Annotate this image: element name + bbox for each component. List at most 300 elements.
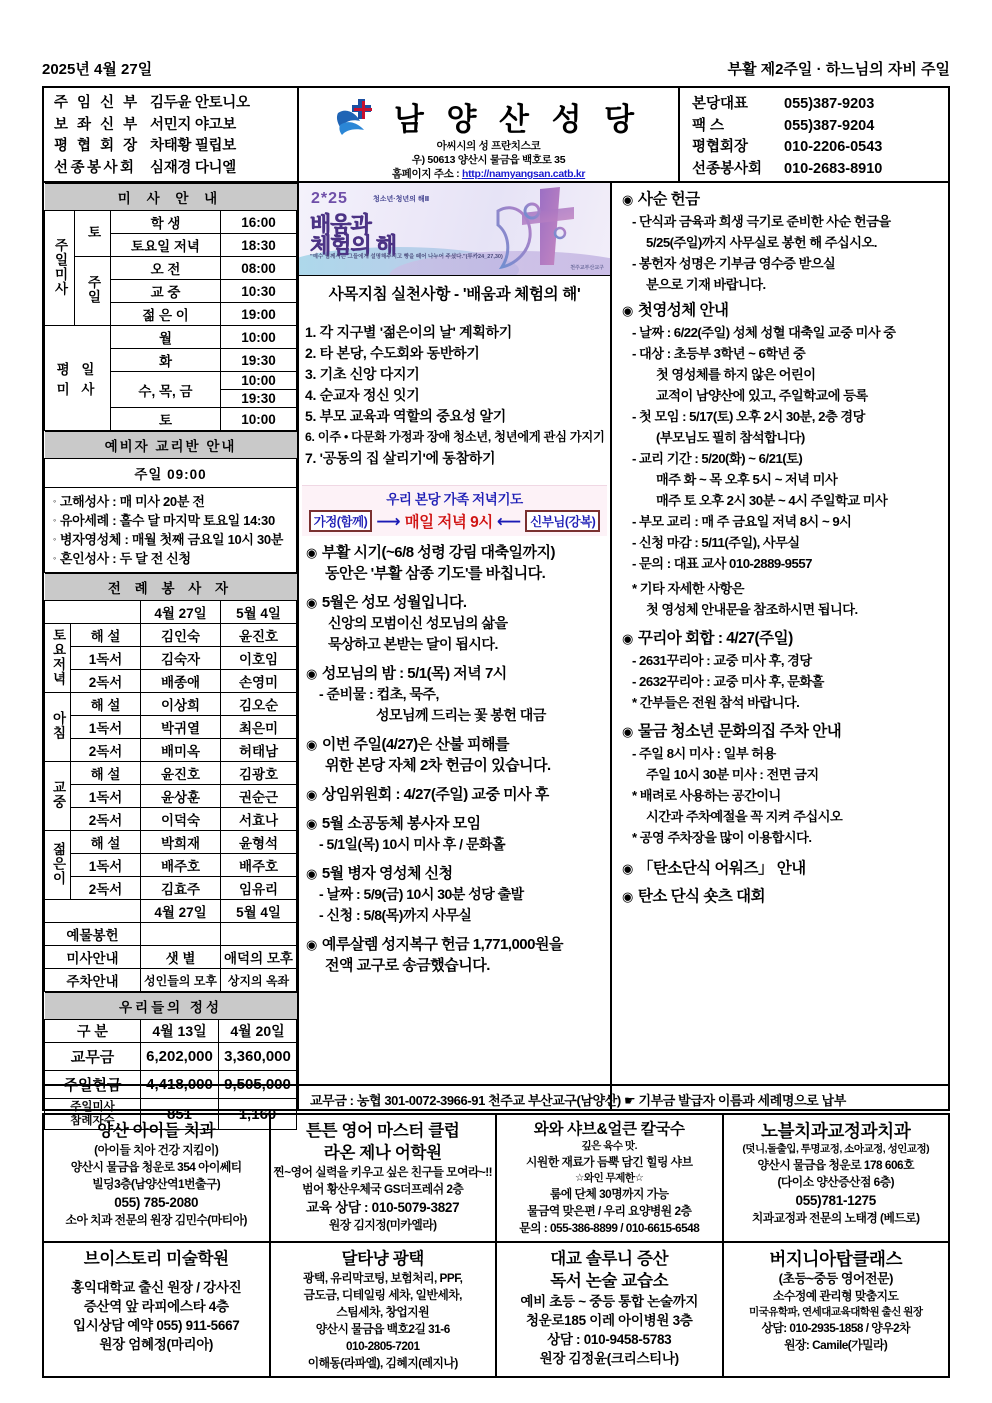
offering-label: 교무금 (45, 1043, 141, 1071)
volunteer-name: 허태남 (221, 739, 297, 762)
ad-line: 스팀세차, 창업지원 (336, 1305, 430, 1319)
ad-line: 청운로185 이레 아이병원 3층 (525, 1313, 693, 1328)
notice-line: - 단식과 금육과 희생 극기로 준비한 사순 헌금을 (632, 214, 891, 229)
arrow-right-icon: ⟶ (376, 511, 401, 531)
contact-label: 본당대표 (692, 96, 749, 112)
volunteer-name: 배미옥 (141, 739, 221, 762)
ad-title: 양산 아이들 치과 (97, 1122, 216, 1140)
volunteers-table (44, 573, 297, 992)
offering-value: 4,418,000 (141, 1071, 219, 1099)
ad-subtitle: (덧니,돌출입, 투명교정, 소아교정, 성인교정) (742, 1143, 930, 1155)
pastoral-item: 5. 부모 교육과 역할의 중요성 알기 (305, 408, 506, 424)
announcement-cont: 전액 교구로 송금했습니다. (325, 957, 490, 974)
announcement-head: 예루살렘 성지복구 헌금 1,771,000원을 (321, 936, 563, 953)
catechumen-table (44, 431, 297, 573)
announcement-sub: - 준비물 : 컵초, 묵주, (319, 686, 439, 702)
left-column (44, 183, 299, 1127)
notice-item (622, 858, 940, 880)
ad-line: 광택, 유리막코팅, 보험처리, PPF, (303, 1271, 463, 1285)
ad-card[interactable] (42, 1243, 271, 1378)
role-label: 1독서 (71, 854, 141, 877)
ad-row (42, 1113, 950, 1243)
bullet-target-icon: ◉ (306, 737, 317, 752)
arrow-left-icon: ⟵ (496, 511, 522, 531)
role-label: 해 설 (71, 831, 141, 854)
pastoral-item: 3. 기초 신앙 다지기 (305, 366, 420, 382)
bullet-circle-icon: ◦ (53, 534, 56, 544)
bullet-target-icon: ◉ (306, 545, 317, 560)
extra-role: 예물봉헌 (45, 923, 141, 946)
offering-label: 주일미사 참례자수 (45, 1099, 141, 1130)
staff-list (44, 88, 299, 181)
banner-line-2: 체험의 해 (310, 233, 397, 258)
volunteers-col2: 5월 4일 (221, 601, 297, 624)
ad-card[interactable] (271, 1113, 498, 1243)
pastoral-item: 6. 이주 • 다문화 가정과 장애 청소년, 청년에게 관심 가지기 (305, 430, 605, 444)
notice-head: 꾸리아 회합 : 4/27(주일) (637, 630, 793, 647)
staff-role: 보 좌 신 부 (54, 116, 140, 133)
announcement-head: 상임위원회 : 4/27(주일) 교중 미사 후 (321, 786, 549, 803)
bullet-circle-icon: ◦ (53, 496, 56, 506)
staff-row (54, 115, 297, 137)
staff-row (54, 93, 297, 115)
notice-item (622, 886, 940, 908)
mass-time: 10:00 (221, 326, 297, 349)
ad-line: 홍익대학교 출신 원장 / 강사진 (71, 1280, 242, 1295)
notice-line: 분으로 기재 바랍니다. (646, 277, 766, 292)
extra-value (221, 923, 297, 946)
contact-list (680, 88, 948, 181)
contact-label: 팩 스 (692, 117, 725, 134)
bullet-target-icon: ◉ (622, 861, 633, 876)
banner-verse: "예수 님께서는 그들에게 설명해주시고 빵을 떼어 나누어 주셨다."(루카24_27,30) (310, 254, 503, 260)
ad-row (42, 1243, 950, 1378)
volunteer-name: 윤진호 (141, 762, 221, 785)
staff-role: 주 임 신 부 (54, 95, 140, 111)
ad-phone: 055)781-1275 (795, 1193, 876, 1208)
extra-col2: 5월 4일 (221, 900, 297, 923)
offering-value: 9,505,000 (219, 1071, 297, 1099)
liturgical-day: 부활 제2주일 · 하느님의 자비 주일 (727, 61, 950, 78)
extra-role: 미사안내 (45, 946, 141, 969)
sacrament-note-text: 병자영성체 : 매월 첫째 금요일 10시 30분 (59, 532, 284, 547)
prayer-left-tag: 가정(함께) (309, 510, 373, 532)
volunteers-col1: 4월 27일 (141, 601, 221, 624)
ad-footer: 문의 : 055-386-8899 / 010-6615-6548 (519, 1221, 700, 1235)
notice-line: 첫 영성체 안내문을 참조하시면 됩니다. (646, 602, 858, 617)
bullet-target-icon: ◉ (306, 595, 317, 610)
notice-line: 주일 10시 30분 미사 : 전면 금지 (646, 767, 819, 782)
volunteer-name: 최은미 (221, 716, 297, 739)
announcement-item (306, 934, 606, 976)
ad-title: 노블치과교정과치과 (761, 1121, 911, 1141)
ad-line: 양산시 물금읍 청운로 354 아이쎄티 (70, 1160, 242, 1174)
notice-item (622, 300, 940, 620)
ad-title: 달타냥 광택 (341, 1250, 424, 1268)
mass-name: 토 (111, 408, 221, 431)
notice-head: 「탄소단식 어워즈」 안내 (637, 860, 806, 877)
volunteer-name: 서효나 (221, 808, 297, 831)
ad-line: 양산시 물금읍 청운로 178 606호 (757, 1158, 914, 1172)
announcement-head: 이번 주일(4/27)은 산불 피해를 (321, 736, 509, 753)
mass-name: 월 (111, 326, 221, 349)
main-frame (42, 86, 950, 1127)
ad-phone: 010-2805-7201 (345, 1339, 420, 1353)
sacrament-notes (45, 488, 296, 572)
ad-title: 대교 솔루니 증산 (550, 1250, 669, 1268)
mass-schedule-table (44, 183, 297, 431)
sunday-mass-label: 주일미사 (52, 237, 68, 296)
pastoral-item: 7. '공동의 집 살리기'에 동참하기 (305, 450, 496, 466)
notice-head: 물금 청소년 문화의집 주차 안내 (637, 723, 842, 740)
announcement-sub: 성모님께 드리는 꽃 봉헌 대금 (376, 707, 546, 723)
mass-name: 수, 목, 금 (111, 372, 221, 408)
notice-item (622, 189, 940, 295)
ad-card[interactable] (724, 1243, 951, 1378)
offering-value: 3,360,000 (219, 1043, 297, 1071)
offering-header: 구 분 (45, 1020, 141, 1043)
contact-value: 010-2683-8910 (784, 160, 883, 177)
volunteer-name: 김광호 (221, 762, 297, 785)
notice-line: * 간부들은 전원 참석 바랍니다. (632, 695, 800, 710)
sacrament-note-text: 고해성사 : 매 미사 20분 전 (59, 494, 205, 509)
mass-name: 토요일 저녁 (111, 234, 221, 257)
sunday-label: 주일 (85, 275, 101, 304)
bullet-target-icon: ◉ (306, 787, 317, 802)
offering-label: 주일헌금 (45, 1071, 141, 1099)
notice-item (622, 628, 940, 713)
notice-line: * 배려로 사용하는 공간이니 (632, 788, 781, 803)
ad-title: 버지니아탑클래스 (769, 1249, 903, 1269)
extra-col1: 4월 27일 (141, 900, 221, 923)
volunteer-name: 윤진호 (221, 624, 297, 647)
catechumen-title: 예비자 교리반 안내 (45, 432, 297, 459)
extra-value (141, 923, 221, 946)
bullet-target-icon: ◉ (622, 889, 633, 904)
banner-line-1: 배움과 (310, 212, 371, 237)
extra-value: 상지의 옥좌 (221, 969, 297, 992)
contact-row (692, 116, 948, 138)
volunteer-name: 윤상훈 (141, 785, 221, 808)
ad-footer: 소아 치과 전문의 원장 김민수(마티아) (65, 1213, 247, 1227)
ad-footer: 이해동(라파엘), 김혜지(레지나) (307, 1356, 458, 1370)
announcement-head: 5월은 성모 성월입니다. (321, 594, 467, 611)
ad-line: 범어 황산우체국 GS더프레쉬 2층 (302, 1182, 464, 1196)
volunteer-name: 김숙자 (141, 647, 221, 670)
church-name: 남 양 산 성 당 (393, 102, 642, 137)
role-label: 해 설 (71, 762, 141, 785)
announcement-head: 부활 시기(~6/8 성령 강림 대축일까지) (321, 544, 555, 561)
volunteer-name: 이호임 (221, 647, 297, 670)
offering-value: 1,160 (219, 1099, 297, 1130)
role-label: 1독서 (71, 785, 141, 808)
bullet-target-icon: ◉ (306, 937, 317, 952)
notice-line: - 교리 기간 : 5/20(화) ~ 6/21(토) (632, 451, 803, 466)
family-prayer-box (302, 485, 607, 536)
notice-line: * 공영 주차장을 많이 이용합시다. (632, 830, 812, 845)
bank-account-line (42, 1084, 950, 1112)
date-bar (42, 58, 950, 79)
bank-account-text: 교무금 : 농협 301-0072-3966-91 천주교 부산교구(남양산) ☛ 기부금 발급자 이름과 세례명으로 납부 (310, 1092, 846, 1108)
notice-line: - 날짜 : 6/22(주일) 성체 성혈 대축일 교중 미사 중 (632, 325, 896, 340)
volunteer-name: 임유리 (221, 877, 297, 900)
offering-header: 4월 13일 (141, 1020, 219, 1043)
announcement-sub: 신앙의 모범이신 성모님의 삶을 (328, 615, 508, 631)
ad-phone: 상담 : 010-9458-5783 (547, 1332, 672, 1347)
announcement-item (306, 734, 606, 776)
ad-title-2: 라온 제나 어학원 (323, 1144, 442, 1162)
role-label: 2독서 (71, 670, 141, 693)
announcement-item (306, 813, 606, 855)
contact-row (692, 94, 948, 116)
header-band (44, 88, 948, 183)
group-label: 아침 (50, 711, 66, 740)
prayer-time: 매일 저녁 9시 (404, 514, 493, 531)
notice-line: - 주일 8시 미사 : 일부 허용 (632, 746, 776, 761)
notice-line: - 봉헌자 성명은 기부금 영수증 받으실 (632, 256, 836, 271)
notice-line: - 신청 마감 : 5/11(주일), 사무실 (632, 535, 800, 550)
ad-title-2: 독서 논술 교습소 (550, 1272, 669, 1290)
group-label: 교중 (50, 780, 66, 809)
mass-schedule-title: 미 사 안 내 (45, 184, 297, 211)
mass-time: 19:30 (221, 390, 297, 408)
mass-name: 학 생 (111, 211, 221, 234)
volunteer-name: 배종애 (141, 670, 221, 693)
contact-row (692, 137, 948, 159)
contact-label: 선종봉사회 (692, 160, 763, 177)
ad-phone: 상담: 010-2935-1858 / 양우2차 (761, 1321, 911, 1335)
notice-head: 사순 헌금 (637, 191, 700, 208)
offering-value: 6,202,000 (141, 1043, 219, 1071)
announcement-sub: 묵상하고 본받는 달이 됩시다. (328, 636, 498, 652)
ad-line: 깊은 육수 맛. (581, 1140, 637, 1152)
ad-card[interactable] (497, 1113, 724, 1243)
volunteer-name: 박귀열 (141, 716, 221, 739)
ad-line: 예비 초등 ~ 중등 통합 논술까지 (520, 1294, 699, 1309)
role-label: 2독서 (71, 877, 141, 900)
notice-line: - 2631꾸리아 : 교중 미사 후, 경당 (632, 653, 812, 668)
prayer-box-title: 우리 본당 가족 저녁기도 (386, 492, 523, 507)
weekday-mass-label: 평 일 미 사 (45, 326, 111, 431)
advertisements (42, 1113, 950, 1378)
ad-card[interactable] (271, 1243, 498, 1378)
extra-role: 주차안내 (45, 969, 141, 992)
notice-line: * 기타 자세한 사항은 (632, 581, 745, 596)
volunteer-name: 이상희 (141, 693, 221, 716)
homepage-label: 홈페이지 주소 : (391, 168, 462, 180)
notice-line: 5/25(주일)까지 사무실로 봉헌 해 주십시오. (646, 235, 877, 250)
ad-line: ☆와인 무제한☆ (575, 1172, 644, 1184)
ad-line: 물금역 맞은편 / 우리 요양병원 2층 (527, 1204, 692, 1218)
sacrament-note (53, 511, 292, 530)
volunteer-name: 김오순 (221, 693, 297, 716)
staff-name: 김두윤 안토니오 (150, 95, 250, 111)
staff-row (54, 158, 297, 180)
volunteer-name: 박희재 (141, 831, 221, 854)
ad-line: 찐~영어 실력을 키우고 싶은 친구들 모여라~!! (273, 1165, 493, 1179)
staff-name: 심재경 다니엘 (150, 159, 236, 176)
ad-line: 입시상담 예약 055) 911-5667 (72, 1318, 240, 1333)
notice-line: (부모님도 필히 참석합니다) (656, 430, 805, 445)
ad-line: (다이소 양산증산점 6층) (777, 1175, 895, 1189)
ad-line: 빌딩3층(남양산역1번출구) (92, 1177, 221, 1191)
announcement-head: 5월 소공동체 봉사자 모임 (321, 815, 481, 832)
extra-value: 성인들의 모후 (141, 969, 221, 992)
bullet-circle-icon: ◦ (53, 515, 56, 525)
group-label: 젊은이 (50, 841, 66, 886)
ad-phone: 055) 785-2080 (114, 1195, 199, 1210)
church-logo-icon (336, 97, 384, 137)
pastoral-item: 4. 순교자 정신 잇기 (305, 387, 420, 403)
bullet-target-icon: ◉ (306, 866, 317, 881)
ad-line: 금도금, 디테일링 세차, 일반세차, (303, 1288, 462, 1302)
volunteer-name: 배주호 (221, 854, 297, 877)
announcement-sub: - 5/1일(목) 10시 미사 후 / 문화홀 (319, 836, 505, 852)
volunteer-name: 김효주 (141, 877, 221, 900)
announcement-item (306, 663, 606, 726)
mass-time: 10:30 (221, 280, 297, 303)
contact-value: 055)387-9204 (784, 117, 875, 134)
ad-title: 와와 샤브&얼큰 칼국수 (533, 1121, 685, 1138)
announcement-head: 성모님의 밤 : 5/1(목) 저녁 7시 (321, 665, 507, 682)
volunteer-name: 배주호 (141, 854, 221, 877)
ad-line: 소수정예 관리형 맞춤지도 (773, 1289, 899, 1303)
notice-line: - 부모 교리 : 매 주 금요일 저녁 8시 ~ 9시 (632, 514, 852, 529)
sacrament-note-text: 혼인성사 : 두 달 전 신청 (59, 551, 191, 566)
mass-time: 08:00 (221, 257, 297, 280)
mass-name: 교 중 (111, 280, 221, 303)
pastoral-list (299, 322, 610, 469)
pastoral-title: 사목지침 실천사항 - '배움과 체험의 해' (328, 286, 581, 303)
extra-value: 샛 별 (141, 946, 221, 969)
volunteers-title: 전 례 봉 사 자 (45, 574, 297, 601)
saturday-label: 토 (85, 224, 101, 240)
prayer-right-tag: 신부님(강복) (525, 510, 600, 532)
ad-footer: 원장 엄혜정(마리아) (99, 1337, 214, 1352)
staff-row (54, 136, 297, 158)
bullet-circle-icon: ◦ (53, 553, 56, 563)
ad-line: 증산역 앞 라피에스타 4층 (83, 1299, 229, 1314)
announcement-head: 5월 병자 영성체 신청 (321, 865, 453, 882)
notice-line: - 대상 : 초등부 3학년 ~ 6학년 중 (632, 346, 806, 361)
ad-footer: 원장 김지정(미카엘라) (328, 1218, 437, 1232)
volunteer-name: 손영미 (221, 670, 297, 693)
group-label: 토요저녁 (50, 627, 66, 686)
staff-role: 평 협 회 장 (54, 138, 140, 154)
ad-footer: 원장 김정윤(크리스티나) (539, 1351, 679, 1366)
contact-value: 010-2206-0543 (784, 139, 883, 155)
ad-card[interactable] (42, 1113, 271, 1243)
announcement-item (306, 542, 606, 584)
bullet-target-icon: ◉ (306, 816, 317, 831)
notice-line: 교적이 남양산에 있고, 주일학교에 등록 (656, 388, 868, 403)
notice-line: - 문의 : 대표 교사 010-2889-9557 (632, 556, 812, 571)
announcement-sub: - 신청 : 5/8(목)까지 사무실 (319, 907, 472, 923)
staff-name: 차태황 필립보 (150, 138, 236, 154)
volunteer-name: 윤형석 (221, 831, 297, 854)
extra-value: 애덕의 모후 (221, 946, 297, 969)
announcement-sub: - 날짜 : 5/9(금) 10시 30분 성당 출발 (319, 886, 524, 902)
church-address: 우) 50613 양산시 물금읍 백호로 35 (411, 154, 566, 166)
ad-title: 튼튼 영어 마스터 클럽 (305, 1122, 460, 1140)
contact-row (692, 159, 948, 181)
mass-time: 19:00 (221, 303, 297, 326)
body-columns (44, 183, 948, 1127)
mass-time: 19:30 (221, 349, 297, 372)
ad-subtitle: (아이들 치아 건강 지킴이) (94, 1143, 219, 1157)
homepage-link[interactable]: http://namyangsan.catb.kr (461, 168, 586, 180)
offering-header: 4월 20일 (219, 1020, 297, 1043)
role-label: 2독서 (71, 739, 141, 762)
banner-badge: 천주교부산교구 (570, 265, 604, 271)
notice-line: - 첫 모임 : 5/17(토) 오후 2시 30분, 2층 경당 (632, 409, 865, 424)
offering-value: 851 (141, 1099, 219, 1130)
notice-head: 첫영성체 안내 (637, 302, 729, 319)
notice-line: - 2632꾸리아 : 교중 미사 후, 문화홀 (632, 674, 824, 689)
patron-name: 아씨시의 성 프란치스코 (436, 140, 541, 152)
notice-line: 매주 화 ~ 목 오후 5시 ~ 저녁 미사 (656, 472, 838, 487)
year-theme-banner (299, 183, 610, 276)
contact-label: 평협회장 (692, 139, 749, 155)
staff-name: 서민지 야고보 (150, 116, 236, 133)
ad-footer: 원장: Camile(가밀라) (784, 1338, 888, 1352)
mass-time: 18:30 (221, 234, 297, 257)
notice-head: 탄소 단식 숏츠 대회 (637, 888, 766, 905)
bullet-target-icon: ◉ (622, 631, 633, 646)
announcement-item (306, 784, 606, 805)
mass-name: 오 전 (111, 257, 221, 280)
bullet-target-icon: ◉ (622, 724, 633, 739)
ad-card[interactable] (724, 1113, 951, 1243)
middle-column (299, 183, 612, 1111)
mass-time: 10:00 (221, 372, 297, 390)
bullet-target-icon: ◉ (622, 192, 633, 207)
mass-time: 10:00 (221, 408, 297, 431)
sacrament-note (53, 530, 292, 549)
mass-time: 16:00 (221, 211, 297, 234)
contact-value: 055)387-9203 (784, 96, 875, 112)
notice-line: 첫 영성체를 하지 않은 어린이 (656, 367, 816, 382)
ad-title: 브이스토리 미술학원 (83, 1250, 229, 1268)
ad-phone: 교육 상담 : 010-5079-3827 (306, 1200, 460, 1215)
issue-date: 2025년 4월 27일 (42, 61, 153, 78)
volunteer-name: 권순근 (221, 785, 297, 808)
volunteer-name: 이덕숙 (141, 808, 221, 831)
offering-title: 우리들의 정성 (45, 993, 297, 1020)
banner-year-subtitle: 청소년·청년의 해Ⅱ (373, 196, 430, 203)
volunteer-name: 김인숙 (141, 624, 221, 647)
sacrament-note (53, 492, 292, 511)
catechumen-time: 주일 09:00 (45, 459, 297, 488)
bullet-target-icon: ◉ (306, 666, 317, 681)
mass-name: 젊 은 이 (111, 303, 221, 326)
ad-line: 시원한 재료가 듬뿍 담긴 힐링 샤브 (526, 1155, 693, 1169)
notice-line: 매주 토 오후 2시 30분 ~ 4시 주일학교 미사 (656, 493, 888, 508)
role-label: 1독서 (71, 716, 141, 739)
sacrament-note-text: 유아세례 : 홀수 달 마지막 토요일 14:30 (59, 513, 275, 528)
right-column (612, 183, 948, 1111)
role-label: 1독서 (71, 647, 141, 670)
ad-card[interactable] (497, 1243, 724, 1378)
announcement-cont: 위한 본당 자체 2차 헌금이 있습니다. (325, 757, 551, 774)
role-label: 해 설 (71, 624, 141, 647)
role-label: 2독서 (71, 808, 141, 831)
announcement-item (306, 592, 606, 655)
notice-item (622, 721, 940, 848)
staff-role: 선종봉사회 (54, 159, 137, 176)
homepage-line (299, 168, 678, 181)
ad-subtitle: (초등~중등 영어전문) (778, 1271, 893, 1286)
